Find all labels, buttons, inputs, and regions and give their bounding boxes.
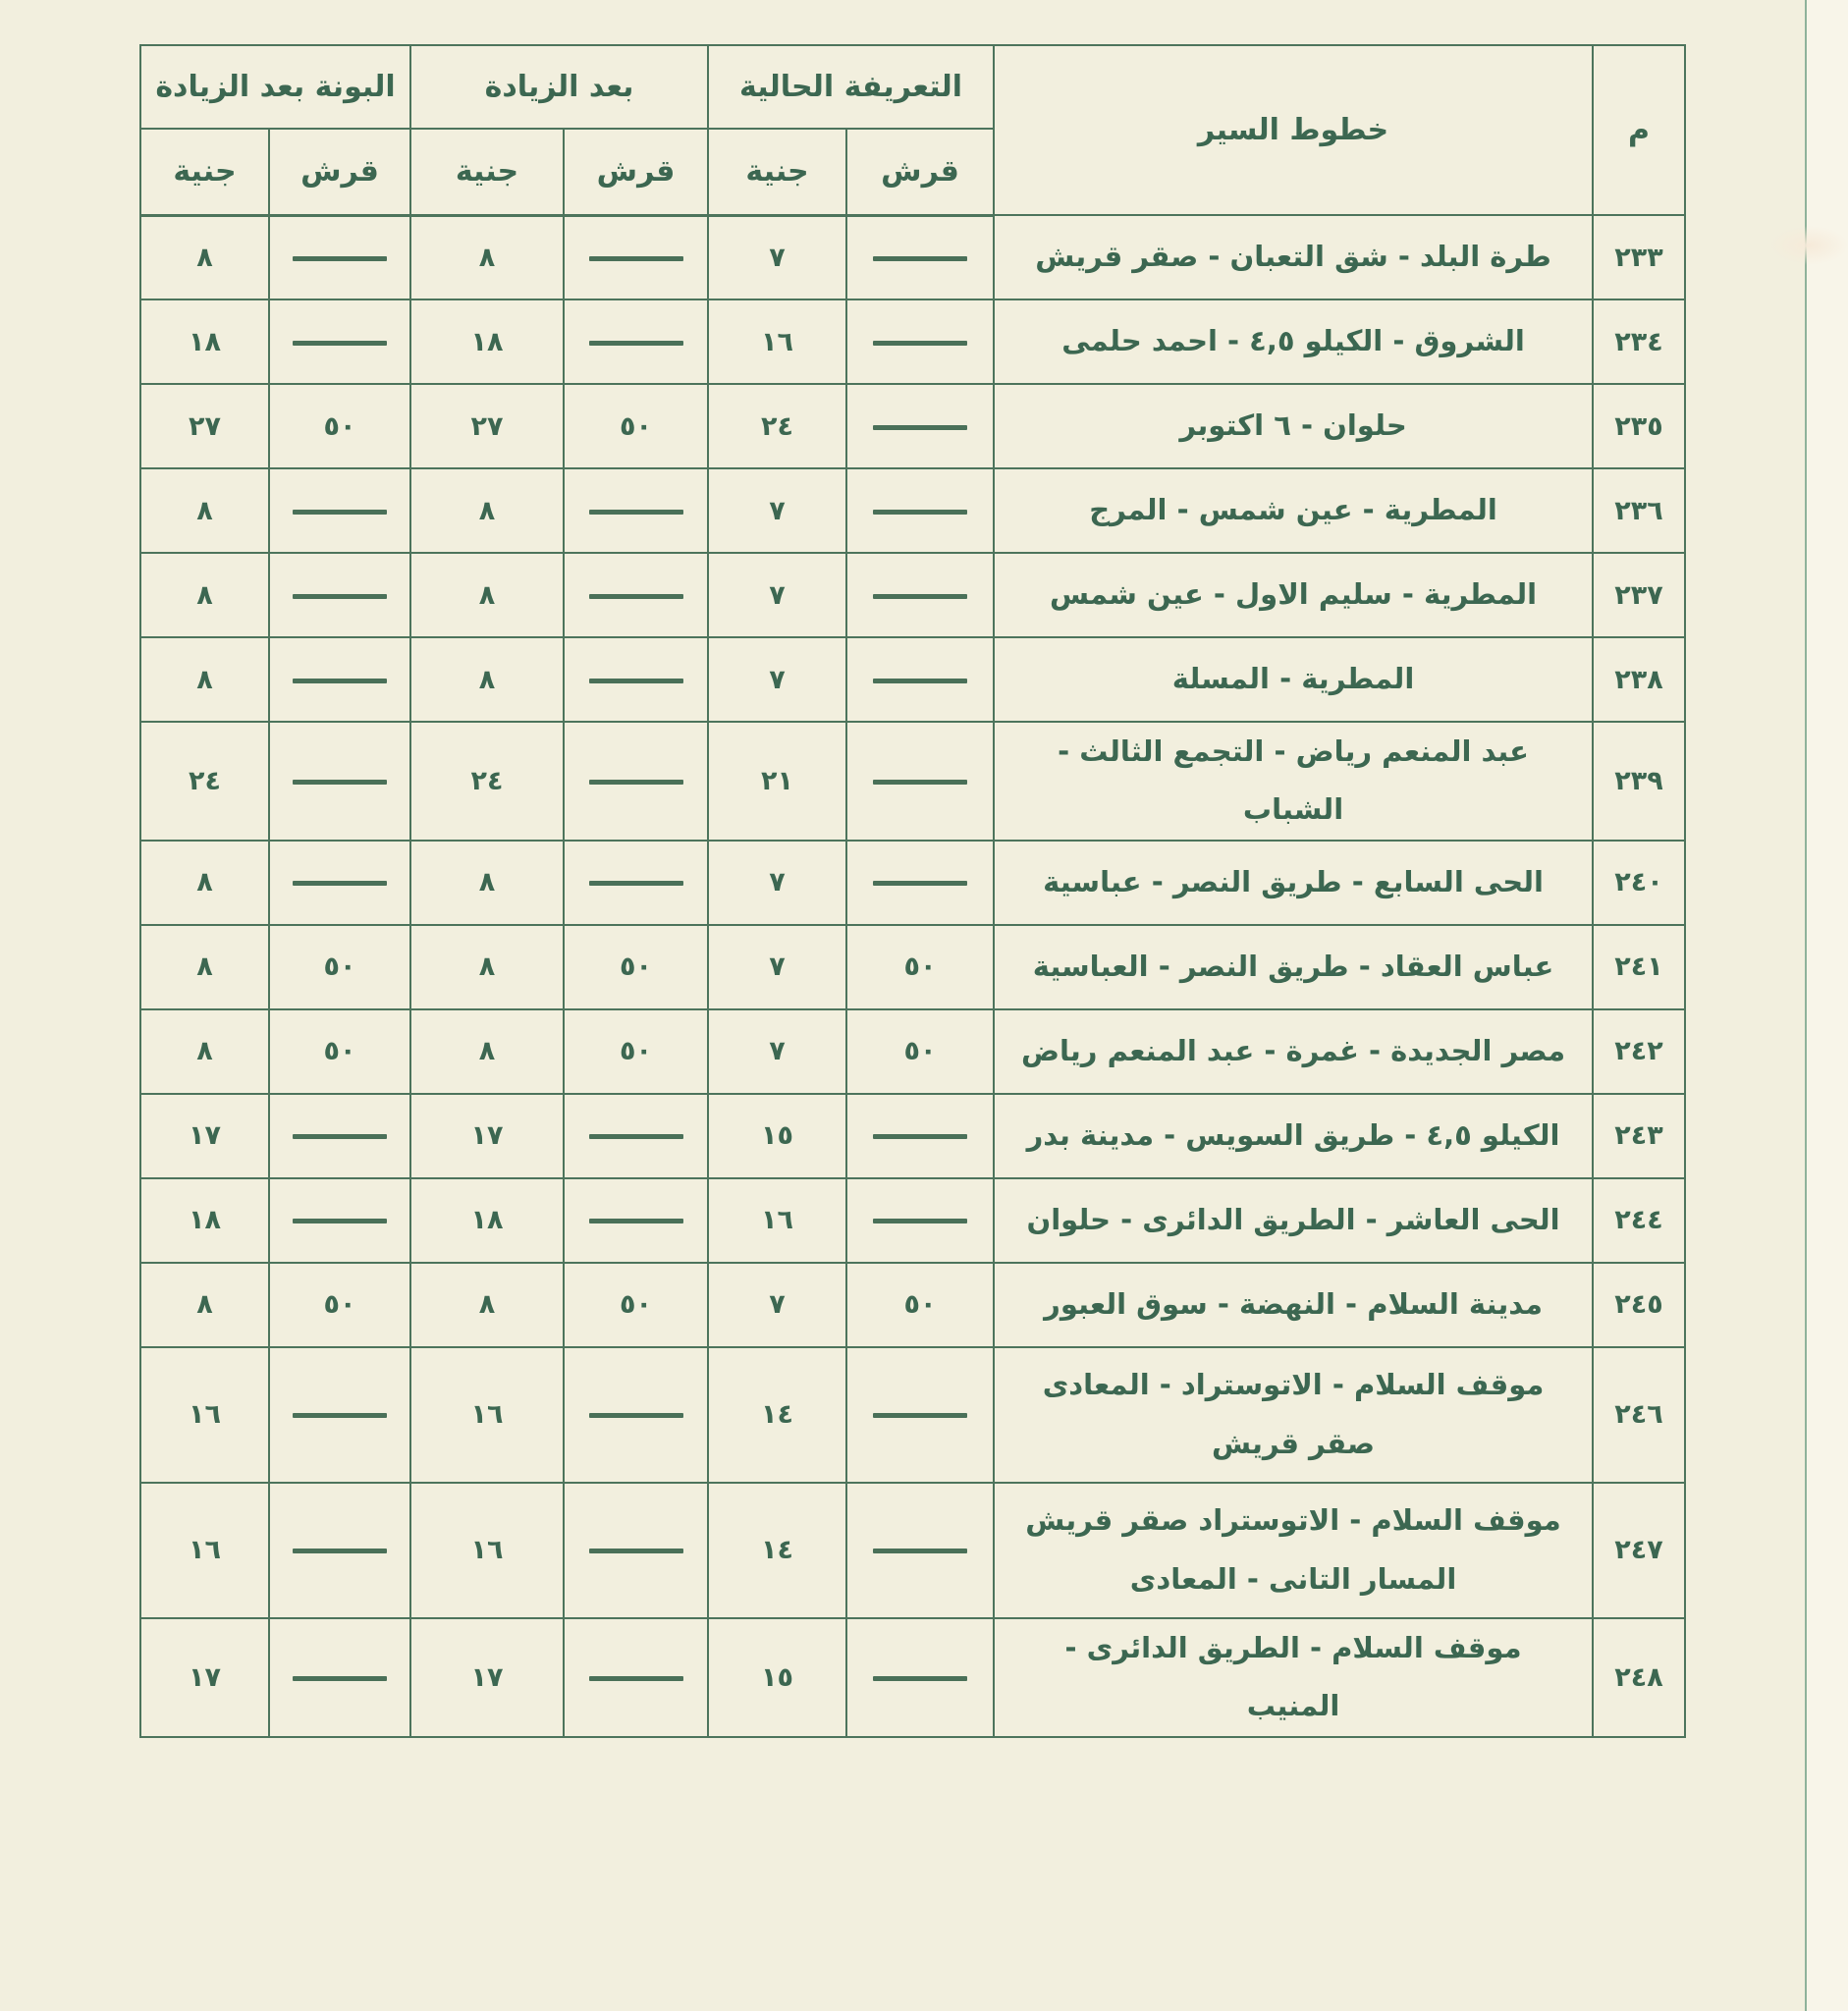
coupon-geneh-value: ٨ (140, 637, 269, 722)
coupon-qirsh-value (269, 1094, 410, 1178)
empty-value-dash (293, 1134, 387, 1139)
empty-value-dash (293, 510, 387, 515)
current-qirsh-value (846, 637, 994, 722)
empty-value-dash (589, 510, 683, 515)
table-row (140, 468, 1685, 553)
current-geneh-value: ١٤ (708, 1347, 846, 1483)
current-geneh-value: ٧ (708, 841, 846, 925)
table-row (140, 1178, 1685, 1263)
empty-value-dash (873, 1549, 967, 1553)
coupon-geneh-value: ٨ (140, 841, 269, 925)
route-name: المطرية - سليم الاول - عين شمس (994, 553, 1593, 637)
header-number-column: م (1593, 45, 1685, 215)
empty-value-dash (873, 679, 967, 683)
table-row (140, 1618, 1685, 1737)
route-name: عباس العقاد - طريق النصر - العباسية (994, 925, 1593, 1009)
subheader-after-geneh: جنية (410, 129, 564, 215)
empty-value-dash (293, 1549, 387, 1553)
current-geneh-value: ٧ (708, 925, 846, 1009)
route-name: موقف السلام - الاتوستراد - المعادى صقر قريش (994, 1347, 1593, 1483)
table-row (140, 722, 1685, 841)
current-qirsh-value (846, 1483, 994, 1618)
after-geneh-value: ٨ (410, 925, 564, 1009)
route-number: ٢٤٨ (1593, 1618, 1685, 1737)
route-name: موقف السلام - الطريق الدائرى - المنيب (994, 1618, 1593, 1737)
coupon-geneh-value: ١٧ (140, 1094, 269, 1178)
after-geneh-value: ٨ (410, 1263, 564, 1347)
table-row (140, 384, 1685, 468)
route-name: موقف السلام - الاتوستراد صقر قريش المسار التانى - المعادى (994, 1483, 1593, 1618)
after-qirsh-value (564, 215, 708, 299)
route-number: ٢٣٥ (1593, 384, 1685, 468)
coupon-qirsh-value (269, 468, 410, 553)
coupon-qirsh-value (269, 299, 410, 384)
empty-value-dash (589, 1549, 683, 1553)
coupon-geneh-value: ١٦ (140, 1483, 269, 1618)
current-qirsh-value (846, 553, 994, 637)
after-geneh-value: ٢٧ (410, 384, 564, 468)
route-name: الحى العاشر - الطريق الدائرى - حلوان (994, 1178, 1593, 1263)
after-geneh-value: ٢٤ (410, 722, 564, 841)
coupon-geneh-value: ٨ (140, 468, 269, 553)
after-qirsh-value: ٥٠ (564, 925, 708, 1009)
route-name: المطرية - المسلة (994, 637, 1593, 722)
coupon-qirsh-value (269, 637, 410, 722)
after-qirsh-value (564, 841, 708, 925)
current-geneh-value: ٧ (708, 637, 846, 722)
coupon-qirsh-value: ٥٠ (269, 384, 410, 468)
table-row (140, 1347, 1685, 1483)
current-qirsh-value (846, 384, 994, 468)
route-number: ٢٣٣ (1593, 215, 1685, 299)
empty-value-dash (293, 1413, 387, 1418)
empty-value-dash (293, 679, 387, 683)
empty-value-dash (293, 594, 387, 599)
subheader-current-geneh: جنية (708, 129, 846, 215)
after-qirsh-value (564, 1618, 708, 1737)
route-name: المطرية - عين شمس - المرج (994, 468, 1593, 553)
current-qirsh-value (846, 1094, 994, 1178)
coupon-qirsh-value (269, 215, 410, 299)
current-geneh-value: ٧ (708, 468, 846, 553)
table-row (140, 1263, 1685, 1347)
after-qirsh-value (564, 299, 708, 384)
coupon-geneh-value: ٨ (140, 553, 269, 637)
empty-value-dash (589, 256, 683, 261)
route-number: ٢٤٥ (1593, 1263, 1685, 1347)
table-row (140, 841, 1685, 925)
empty-value-dash (293, 881, 387, 886)
header-group-coupon-after-increase: البونة بعد الزيادة (140, 45, 410, 129)
route-number: ٢٤٢ (1593, 1009, 1685, 1094)
table-row (140, 215, 1685, 299)
route-number: ٢٣٦ (1593, 468, 1685, 553)
current-qirsh-value (846, 1347, 994, 1483)
coupon-geneh-value: ٨ (140, 1009, 269, 1094)
coupon-qirsh-value: ٥٠ (269, 1009, 410, 1094)
table-row (140, 925, 1685, 1009)
current-geneh-value: ٢١ (708, 722, 846, 841)
table-row (140, 637, 1685, 722)
route-number: ٢٣٩ (1593, 722, 1685, 841)
subheader-coupon-geneh: جنية (140, 129, 269, 215)
empty-value-dash (873, 780, 967, 785)
scan-page-edge (1805, 0, 1848, 2011)
empty-value-dash (873, 425, 967, 430)
coupon-qirsh-value (269, 841, 410, 925)
empty-value-dash (589, 780, 683, 785)
after-geneh-value: ٨ (410, 468, 564, 553)
coupon-geneh-value: ٢٤ (140, 722, 269, 841)
empty-value-dash (873, 1219, 967, 1223)
route-number: ٢٣٨ (1593, 637, 1685, 722)
current-geneh-value: ١٦ (708, 1178, 846, 1263)
empty-value-dash (293, 1676, 387, 1681)
current-geneh-value: ١٥ (708, 1094, 846, 1178)
coupon-geneh-value: ١٧ (140, 1618, 269, 1737)
empty-value-dash (589, 679, 683, 683)
empty-value-dash (873, 594, 967, 599)
empty-value-dash (589, 1676, 683, 1681)
after-geneh-value: ٨ (410, 841, 564, 925)
empty-value-dash (873, 510, 967, 515)
coupon-geneh-value: ٨ (140, 1263, 269, 1347)
empty-value-dash (293, 256, 387, 261)
after-geneh-value: ١٦ (410, 1347, 564, 1483)
current-qirsh-value (846, 215, 994, 299)
after-geneh-value: ٨ (410, 637, 564, 722)
empty-value-dash (293, 341, 387, 346)
route-name: الشروق - الكيلو ٤,٥ - احمد حلمى (994, 299, 1593, 384)
subheader-coupon-qirsh: قرش (269, 129, 410, 215)
header-group-after-increase: بعد الزيادة (410, 45, 708, 129)
after-qirsh-value (564, 468, 708, 553)
current-geneh-value: ٧ (708, 1263, 846, 1347)
current-geneh-value: ٧ (708, 215, 846, 299)
table-header (140, 45, 1685, 215)
coupon-qirsh-value (269, 1178, 410, 1263)
fare-table-container (139, 44, 1685, 1738)
route-number: ٢٤٠ (1593, 841, 1685, 925)
coupon-geneh-value: ٢٧ (140, 384, 269, 468)
empty-value-dash (873, 1134, 967, 1139)
empty-value-dash (589, 1134, 683, 1139)
coupon-qirsh-value (269, 1347, 410, 1483)
current-qirsh-value (846, 722, 994, 841)
table-row (140, 1009, 1685, 1094)
current-qirsh-value (846, 468, 994, 553)
coupon-geneh-value: ١٨ (140, 1178, 269, 1263)
current-geneh-value: ٢٤ (708, 384, 846, 468)
coupon-geneh-value: ١٦ (140, 1347, 269, 1483)
scan-smudge (1769, 226, 1848, 265)
empty-value-dash (293, 780, 387, 785)
table-row (140, 1483, 1685, 1618)
route-number: ٢٤٤ (1593, 1178, 1685, 1263)
empty-value-dash (589, 881, 683, 886)
subheader-after-qirsh: قرش (564, 129, 708, 215)
current-qirsh-value (846, 1178, 994, 1263)
after-geneh-value: ١٨ (410, 1178, 564, 1263)
table-row (140, 553, 1685, 637)
empty-value-dash (589, 1413, 683, 1418)
after-geneh-value: ٨ (410, 553, 564, 637)
current-qirsh-value: ٥٠ (846, 1263, 994, 1347)
after-geneh-value: ١٦ (410, 1483, 564, 1618)
coupon-geneh-value: ١٨ (140, 299, 269, 384)
coupon-geneh-value: ٨ (140, 215, 269, 299)
empty-value-dash (589, 341, 683, 346)
route-name: عبد المنعم رياض - التجمع الثالث - الشباب (994, 722, 1593, 841)
after-qirsh-value (564, 722, 708, 841)
after-qirsh-value (564, 1483, 708, 1618)
route-number: ٢٤١ (1593, 925, 1685, 1009)
after-qirsh-value: ٥٠ (564, 1009, 708, 1094)
route-name: مصر الجديدة - غمرة - عبد المنعم رياض (994, 1009, 1593, 1094)
current-geneh-value: ١٦ (708, 299, 846, 384)
after-qirsh-value: ٥٠ (564, 384, 708, 468)
empty-value-dash (873, 881, 967, 886)
route-name: الكيلو ٤,٥ - طريق السويس - مدينة بدر (994, 1094, 1593, 1178)
route-name: طرة البلد - شق التعبان - صقر قريش (994, 215, 1593, 299)
subheader-current-qirsh: قرش (846, 129, 994, 215)
empty-value-dash (873, 341, 967, 346)
empty-value-dash (589, 594, 683, 599)
empty-value-dash (293, 1219, 387, 1223)
header-group-current-tariff: التعريفة الحالية (708, 45, 994, 129)
route-name: مدينة السلام - النهضة - سوق العبور (994, 1263, 1593, 1347)
empty-value-dash (589, 1219, 683, 1223)
current-qirsh-value: ٥٠ (846, 1009, 994, 1094)
coupon-qirsh-value (269, 1483, 410, 1618)
after-qirsh-value (564, 553, 708, 637)
after-geneh-value: ٨ (410, 1009, 564, 1094)
empty-value-dash (873, 1676, 967, 1681)
after-geneh-value: ١٧ (410, 1618, 564, 1737)
current-qirsh-value (846, 841, 994, 925)
route-number: ٢٣٧ (1593, 553, 1685, 637)
after-geneh-value: ١٧ (410, 1094, 564, 1178)
table-row (140, 1094, 1685, 1178)
coupon-qirsh-value: ٥٠ (269, 1263, 410, 1347)
after-qirsh-value (564, 1094, 708, 1178)
after-qirsh-value (564, 637, 708, 722)
after-qirsh-value (564, 1347, 708, 1483)
current-geneh-value: ١٥ (708, 1618, 846, 1737)
current-geneh-value: ٧ (708, 553, 846, 637)
coupon-geneh-value: ٨ (140, 925, 269, 1009)
coupon-qirsh-value (269, 1618, 410, 1737)
table-row (140, 299, 1685, 384)
empty-value-dash (873, 256, 967, 261)
current-qirsh-value (846, 1618, 994, 1737)
coupon-qirsh-value (269, 722, 410, 841)
coupon-qirsh-value: ٥٠ (269, 925, 410, 1009)
current-qirsh-value (846, 299, 994, 384)
current-geneh-value: ١٤ (708, 1483, 846, 1618)
route-number: ٢٣٤ (1593, 299, 1685, 384)
route-name: حلوان - ٦ اكتوبر (994, 384, 1593, 468)
coupon-qirsh-value (269, 553, 410, 637)
table-body (140, 215, 1685, 1737)
after-geneh-value: ١٨ (410, 299, 564, 384)
after-qirsh-value (564, 1178, 708, 1263)
current-qirsh-value: ٥٠ (846, 925, 994, 1009)
empty-value-dash (873, 1413, 967, 1418)
route-number: ٢٤٧ (1593, 1483, 1685, 1618)
route-number: ٢٤٣ (1593, 1094, 1685, 1178)
current-geneh-value: ٧ (708, 1009, 846, 1094)
header-routes-column: خطوط السير (994, 45, 1593, 215)
route-name: الحى السابع - طريق النصر - عباسية (994, 841, 1593, 925)
after-geneh-value: ٨ (410, 215, 564, 299)
after-qirsh-value: ٥٠ (564, 1263, 708, 1347)
route-number: ٢٤٦ (1593, 1347, 1685, 1483)
fare-table (139, 44, 1686, 1738)
